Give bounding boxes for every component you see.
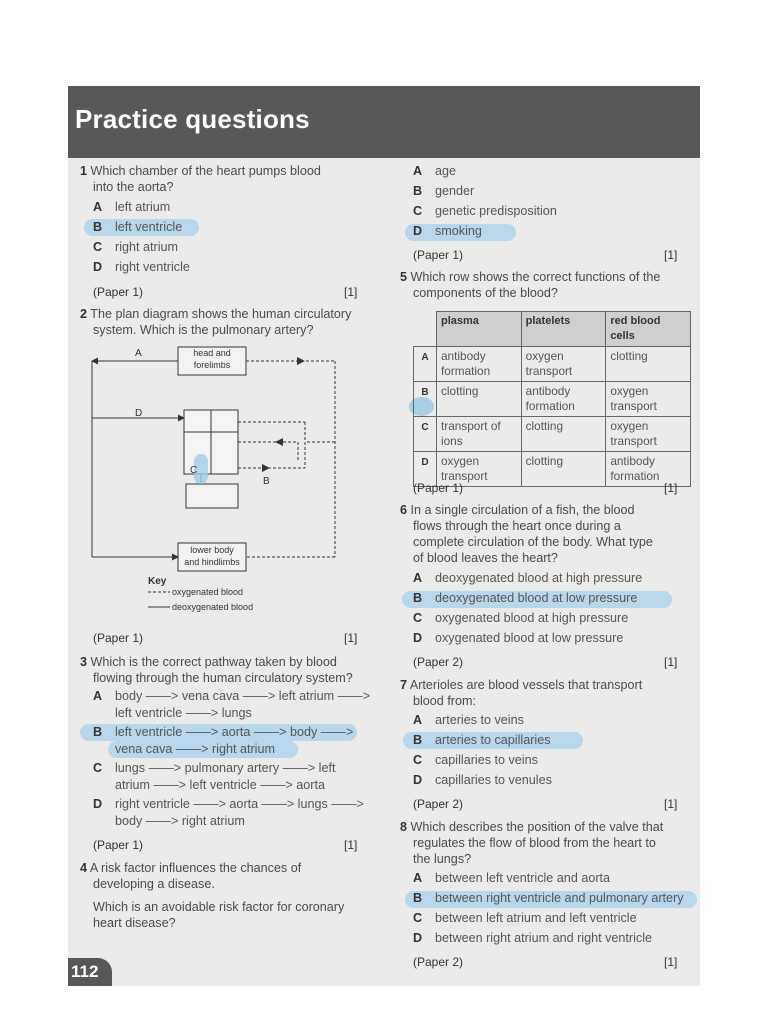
question-number: 8: [400, 820, 408, 834]
option-d: [413, 631, 623, 645]
option-letter: D: [413, 773, 423, 787]
option-text: oxygenated blood at high pressure: [435, 611, 629, 625]
option-letter: B: [413, 184, 423, 198]
paper-label: (Paper 1): [413, 481, 464, 495]
option-b: [93, 725, 353, 739]
question-number: 6: [400, 503, 408, 517]
option-c: [413, 611, 628, 625]
option-a: [93, 689, 370, 703]
option-a: [93, 200, 170, 214]
option-text: left ventricle ——> lungs: [115, 706, 252, 720]
paper-label: (Paper 1): [93, 838, 144, 852]
option-text: left ventricle ——> aorta ——> body ——>: [115, 725, 354, 739]
option-text: arteries to capillaries: [435, 733, 551, 747]
question-text: Which is the correct pathway taken by blood: [90, 655, 337, 669]
option-letter: C: [413, 204, 423, 218]
question-7: [400, 677, 642, 694]
question-number: 3: [80, 655, 88, 669]
mark-label: [1]: [664, 481, 678, 495]
option-letter: D: [413, 224, 423, 238]
question-text: regulates the flow of blood from the heart to: [413, 836, 656, 850]
option-letter: B: [93, 725, 103, 739]
option-text: left ventricle: [115, 220, 183, 234]
question-text: Which row shows the correct functions of the: [410, 270, 661, 284]
key-oxygenated: oxygenated blood: [172, 587, 244, 597]
question-text: Which is an avoidable risk factor for coronary: [93, 900, 345, 914]
table-cell: transport of ions: [437, 417, 522, 452]
paper-label: (Paper 2): [413, 655, 464, 669]
paper-label: (Paper 2): [413, 797, 464, 811]
paper-label: (Paper 1): [93, 285, 144, 299]
table-row: [414, 347, 691, 382]
option-c: [413, 911, 637, 925]
mark-label: [1]: [664, 955, 678, 969]
option-text: atrium ——> left ventricle ——> aorta: [115, 778, 325, 792]
question-1: [80, 163, 321, 180]
option-text: arteries to veins: [435, 713, 524, 727]
option-b: [413, 891, 684, 905]
option-b: [93, 220, 182, 234]
question-number: 5: [400, 270, 408, 284]
table-cell: antibody formation: [521, 382, 606, 417]
mark-label: [1]: [664, 797, 678, 811]
table-cell: antibody formation: [606, 452, 691, 487]
page-number: 112: [71, 962, 99, 981]
option-text: vena cava ——> right atrium: [115, 742, 275, 756]
lower-box-label: and hindlimbs: [184, 557, 240, 567]
blood-components-table: [413, 311, 691, 487]
table-header: red blood cells: [606, 312, 691, 347]
question-2: [80, 306, 351, 323]
question-6: [400, 502, 635, 519]
question-text: components of the blood?: [413, 286, 558, 300]
option-d: [413, 931, 652, 945]
question-text: Arterioles are blood vessels that transport: [409, 678, 643, 692]
circulatory-diagram: [80, 340, 360, 625]
question-number: 1: [80, 164, 88, 178]
question-text: into the aorta?: [93, 180, 174, 194]
question-text: flows through the heart once during a: [413, 519, 621, 533]
option-text: right atrium: [115, 240, 178, 254]
paper-label: (Paper 1): [413, 248, 464, 262]
option-text: capillaries to venules: [435, 773, 552, 787]
key-title: Key: [148, 576, 167, 587]
question-8: [400, 819, 663, 836]
row-label: A: [414, 347, 437, 382]
option-a: [413, 871, 610, 885]
table-header: plasma: [437, 312, 522, 347]
option-d: [413, 773, 552, 787]
option-text: age: [435, 164, 457, 178]
option-text: body ——> vena cava ——> left atrium ——>: [115, 689, 371, 703]
question-5: [400, 269, 660, 286]
table-cell: oxygen transport: [606, 382, 691, 417]
question-text: developing a disease.: [93, 877, 215, 891]
question-number: 4: [80, 861, 88, 875]
option-c: [93, 761, 335, 775]
lower-box-label: lower body: [190, 545, 234, 555]
option-letter: D: [93, 260, 103, 274]
question-text: A risk factor influences the chances of: [89, 861, 302, 875]
option-letter: A: [413, 164, 423, 178]
option-letter: A: [413, 571, 423, 585]
question-text: The plan diagram shows the human circulatory: [90, 307, 352, 321]
question-text: of blood leaves the heart?: [413, 551, 558, 565]
option-c: [413, 753, 538, 767]
question-4: [80, 860, 301, 877]
option-letter: C: [413, 911, 423, 925]
option-letter: B: [413, 891, 423, 905]
option-letter: D: [413, 931, 423, 945]
option-b: [413, 591, 637, 605]
option-text: capillaries to veins: [435, 753, 538, 767]
mark-label: [1]: [664, 248, 678, 262]
question-3: [80, 654, 337, 671]
question-text: Which chamber of the heart pumps blood: [90, 164, 321, 178]
question-text: blood from:: [413, 694, 476, 708]
table-header-row: [414, 312, 691, 347]
question-text: heart disease?: [93, 916, 176, 930]
option-b: [413, 733, 551, 747]
option-letter: B: [93, 220, 103, 234]
option-text: lungs ——> pulmonary artery ——> left: [115, 761, 336, 775]
row-label: C: [414, 417, 437, 452]
option-text: between right atrium and right ventricle: [435, 931, 653, 945]
head-box-label: forelimbs: [193, 360, 231, 370]
paper-label: (Paper 1): [93, 631, 144, 645]
option-d: [93, 260, 190, 274]
option-text: deoxygenated blood at high pressure: [435, 571, 643, 585]
option-text: right ventricle: [115, 260, 190, 274]
mark-label: [1]: [344, 285, 358, 299]
row-label: B: [414, 382, 437, 417]
option-b: [413, 184, 474, 198]
table-cell: clotting: [606, 347, 691, 382]
key-deoxygenated: deoxygenated blood: [172, 602, 254, 612]
section-header: [68, 86, 700, 158]
table-cell: oxygen transport: [521, 347, 606, 382]
table-row: [414, 417, 691, 452]
option-c: [413, 204, 557, 218]
option-text: smoking: [435, 224, 482, 238]
table-cell: antibody formation: [437, 347, 522, 382]
question-number: 2: [80, 307, 88, 321]
question-number: 7: [400, 678, 408, 692]
option-letter: C: [93, 761, 103, 775]
question-text: complete circulation of the body. What type: [413, 535, 653, 549]
label-a: A: [135, 348, 142, 359]
option-letter: C: [413, 753, 423, 767]
mark-label: [1]: [344, 631, 358, 645]
table-row: [414, 382, 691, 417]
table-corner: [414, 312, 437, 347]
option-text: between left atrium and left ventricle: [435, 911, 637, 925]
option-text: deoxygenated blood at low pressure: [435, 591, 638, 605]
question-text: Which describes the position of the valve that: [410, 820, 664, 834]
option-letter: D: [93, 797, 103, 811]
head-box-label: head and: [193, 348, 231, 358]
table-cell: clotting: [521, 417, 606, 452]
label-b: B: [263, 476, 270, 487]
option-letter: A: [93, 689, 103, 703]
option-text: between left ventricle and aorta: [435, 871, 611, 885]
option-a: [413, 164, 456, 178]
option-text: between right ventricle and pulmonary artery: [435, 891, 684, 905]
option-letter: A: [413, 713, 423, 727]
table-cell: oxygen transport: [437, 452, 522, 487]
option-text: oxygenated blood at low pressure: [435, 631, 624, 645]
option-text: genetic predisposition: [435, 204, 557, 218]
option-text: gender: [435, 184, 475, 198]
question-text: In a single circulation of a fish, the blood: [410, 503, 635, 517]
option-a: [413, 571, 642, 585]
lungs-box: [186, 484, 238, 508]
mark-label: [1]: [344, 838, 358, 852]
question-text: system. Which is the pulmonary artery?: [93, 323, 314, 337]
option-letter: D: [413, 631, 423, 645]
question-text: the lungs?: [413, 852, 472, 866]
option-letter: A: [413, 871, 423, 885]
option-letter: B: [413, 591, 423, 605]
label-d: D: [135, 408, 143, 419]
paper-label: (Paper 2): [413, 955, 464, 969]
option-letter: A: [93, 200, 103, 214]
option-text: left atrium: [115, 200, 171, 214]
option-letter: C: [93, 240, 103, 254]
page-title: Practice questions: [75, 104, 310, 134]
question-text: flowing through the human circulatory system?: [93, 671, 353, 685]
mark-label: [1]: [664, 655, 678, 669]
option-c: [93, 240, 178, 254]
option-d: [93, 797, 364, 811]
table-cell: oxygen transport: [606, 417, 691, 452]
label-c: C: [190, 465, 198, 476]
option-letter: C: [413, 611, 423, 625]
option-d: [413, 224, 482, 238]
option-letter: B: [413, 733, 423, 747]
row-label: D: [414, 452, 437, 487]
option-text: body ——> right atrium: [115, 814, 245, 828]
option-text: right ventricle ——> aorta ——> lungs ——>: [115, 797, 364, 811]
page-number-badge: [68, 958, 112, 986]
table-header: platelets: [521, 312, 606, 347]
table-cell: clotting: [437, 382, 522, 417]
table-cell: clotting: [521, 452, 606, 487]
option-a: [413, 713, 524, 727]
